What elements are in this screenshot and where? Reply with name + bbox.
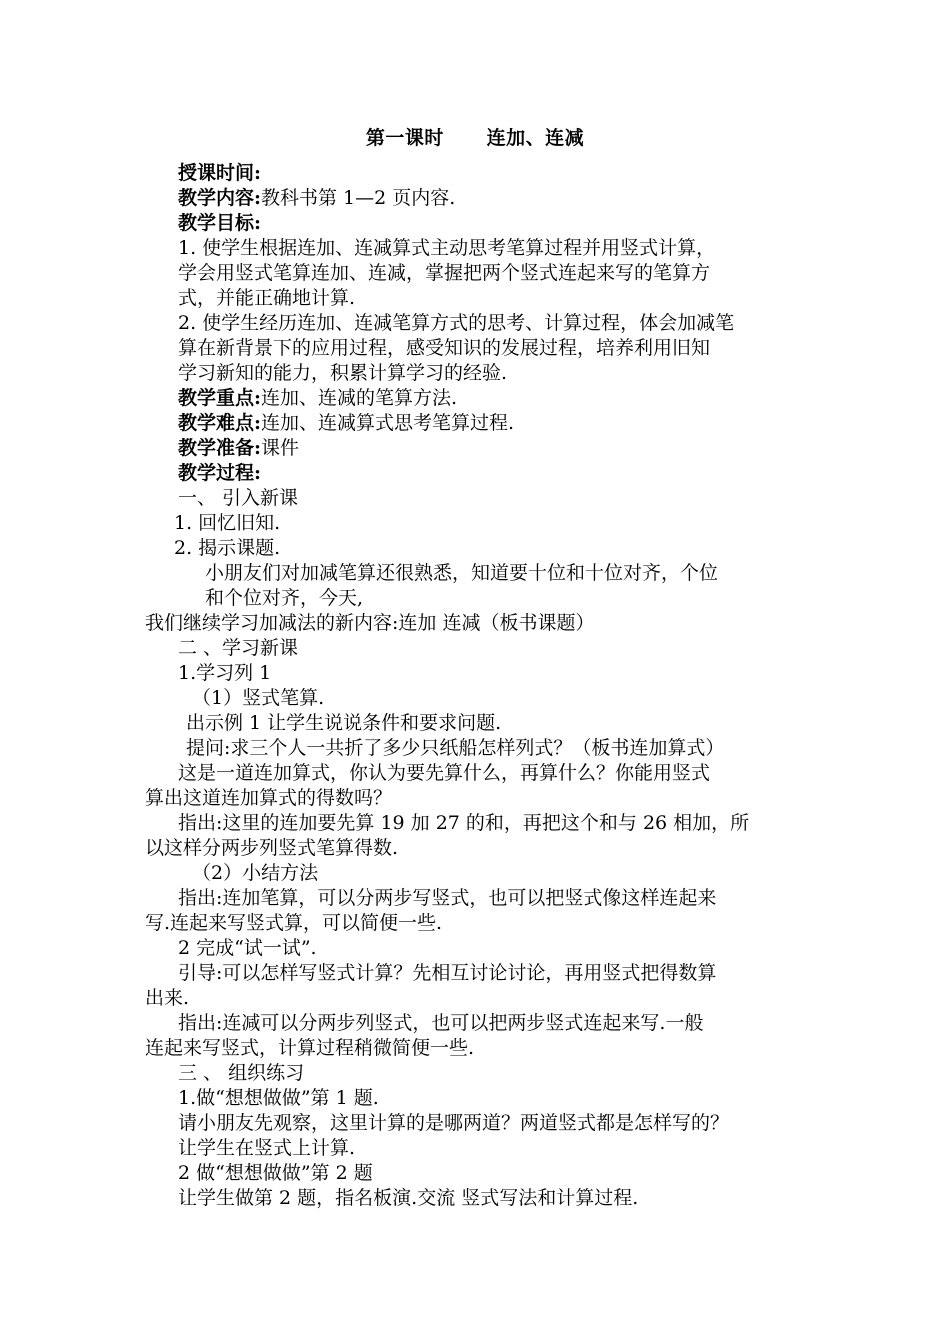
section-2-line-4b: 以这样分两步列竖式笔算得数.	[145, 837, 399, 859]
goal-1-line-2: 学会用竖式笔算连加、连减，掌握把两个竖式连起来写的笔算方	[178, 262, 711, 284]
section-2-item-1: 1.学习列 1	[178, 662, 272, 684]
section-3-line-1: 请小朋友先观察，这里计算的是哪两道？两道竖式都是怎样写的？	[178, 1112, 730, 1134]
section-2-line-1: 出示例 1 让学生说说条件和要求问题.	[186, 712, 502, 734]
goal-2-line-2: 算在新背景下的应用过程，感受知识的发展过程，培养利用旧知	[178, 337, 711, 359]
section-3-line-3: 让学生做第 2 题，指名板演.交流 竖式写法和计算过程.	[178, 1187, 639, 1209]
teaching-goals-label: 教学目标:	[178, 212, 262, 234]
difficulty-value: 连加、连减算式思考笔算过程.	[261, 412, 515, 434]
section-3-line-2: 让学生在竖式上计算.	[178, 1137, 356, 1159]
key-point-value: 连加、连减的笔算方法.	[261, 387, 458, 409]
goal-1-line-1: 1. 使学生根据连加、连减算式主动思考笔算过程并用竖式计算，	[178, 237, 716, 259]
difficulty-row	[178, 411, 514, 435]
section-2-line-3b: 算出这道连加算式的得数吗？	[145, 787, 393, 809]
preparation-label: 教学准备:	[178, 437, 262, 459]
preparation-value: 课件	[261, 437, 300, 459]
section-2-sub-1: （1）竖式笔算.	[192, 687, 325, 709]
section-1-paragraph-line-3: 我们继续学习加减法的新内容:连加 连减（板书课题）	[145, 612, 595, 634]
teaching-content-value: 教科书第 1—2 页内容.	[261, 187, 456, 209]
preparation-row	[178, 436, 299, 460]
teaching-time-label: 授课时间:	[178, 162, 262, 184]
key-point-row	[178, 386, 457, 410]
teaching-content-label: 教学内容:	[178, 187, 262, 209]
section-1-paragraph-line-1: 小朋友们对加减笔算还很熟悉，知道要十位和十位对齐，个位	[205, 562, 719, 584]
section-2-line-3a: 这是一道连加算式，你认为要先算什么，再算什么？你能用竖式	[178, 762, 711, 784]
section-2-line-7b: 连起来写竖式，计算过程稍微简便一些.	[145, 1037, 475, 1059]
lesson-title: 第一课时 连加、连减	[365, 127, 585, 149]
key-point-label: 教学重点:	[178, 387, 262, 409]
teaching-content-row	[178, 186, 455, 210]
section-2-sub-2: （2）小结方法	[192, 862, 319, 884]
section-2-line-7a: 指出:连减可以分两步列竖式，也可以把两步竖式连起来写.一般	[178, 1012, 704, 1034]
section-1-paragraph-line-2: 和个位对齐，今天,	[205, 587, 364, 609]
section-2-heading: 二 、学习新课	[178, 637, 299, 659]
section-2-line-5a: 指出:连加笔算，可以分两步写竖式，也可以把竖式像这样连起来	[178, 887, 717, 909]
section-2-line-2: 提问:求三个人一共折了多少只纸船怎样列式？（板书连加算式）	[186, 737, 725, 759]
section-3-item-1: 1.做“想想做做”第 1 题.	[178, 1087, 379, 1109]
section-2-line-6b: 出来.	[145, 987, 190, 1009]
section-2-line-6a: 引导:可以怎样写竖式计算？先相互讨论讨论，再用竖式把得数算	[178, 962, 717, 984]
section-2-line-5b: 写.连起来写竖式算，可以简便一些.	[145, 912, 443, 934]
goal-2-line-3: 学习新知的能力，积累计算学习的经验.	[178, 362, 508, 384]
goal-2-line-1: 2. 使学生经历连加、连减笔算方式的思考、计算过程，体会加减笔	[178, 312, 735, 334]
difficulty-label: 教学难点:	[178, 412, 262, 434]
section-2-line-4a: 指出:这里的连加要先算 19 加 27 的和，再把这个和与 26 相加，所	[178, 812, 750, 834]
section-3-item-2: 2 做“想想做做”第 2 题	[178, 1162, 373, 1184]
section-1-item-2: 2. 揭示课题.	[174, 537, 281, 559]
section-3-heading: 三 、 组织练习	[178, 1062, 305, 1084]
section-1-heading: 一、 引入新课	[178, 487, 299, 509]
teaching-process-label: 教学过程:	[178, 462, 262, 484]
goal-1-line-3: 式，并能正确地计算.	[178, 287, 356, 309]
section-2-item-2: 2 完成“试一试”.	[178, 937, 317, 959]
section-1-item-1: 1. 回忆旧知.	[174, 512, 281, 534]
